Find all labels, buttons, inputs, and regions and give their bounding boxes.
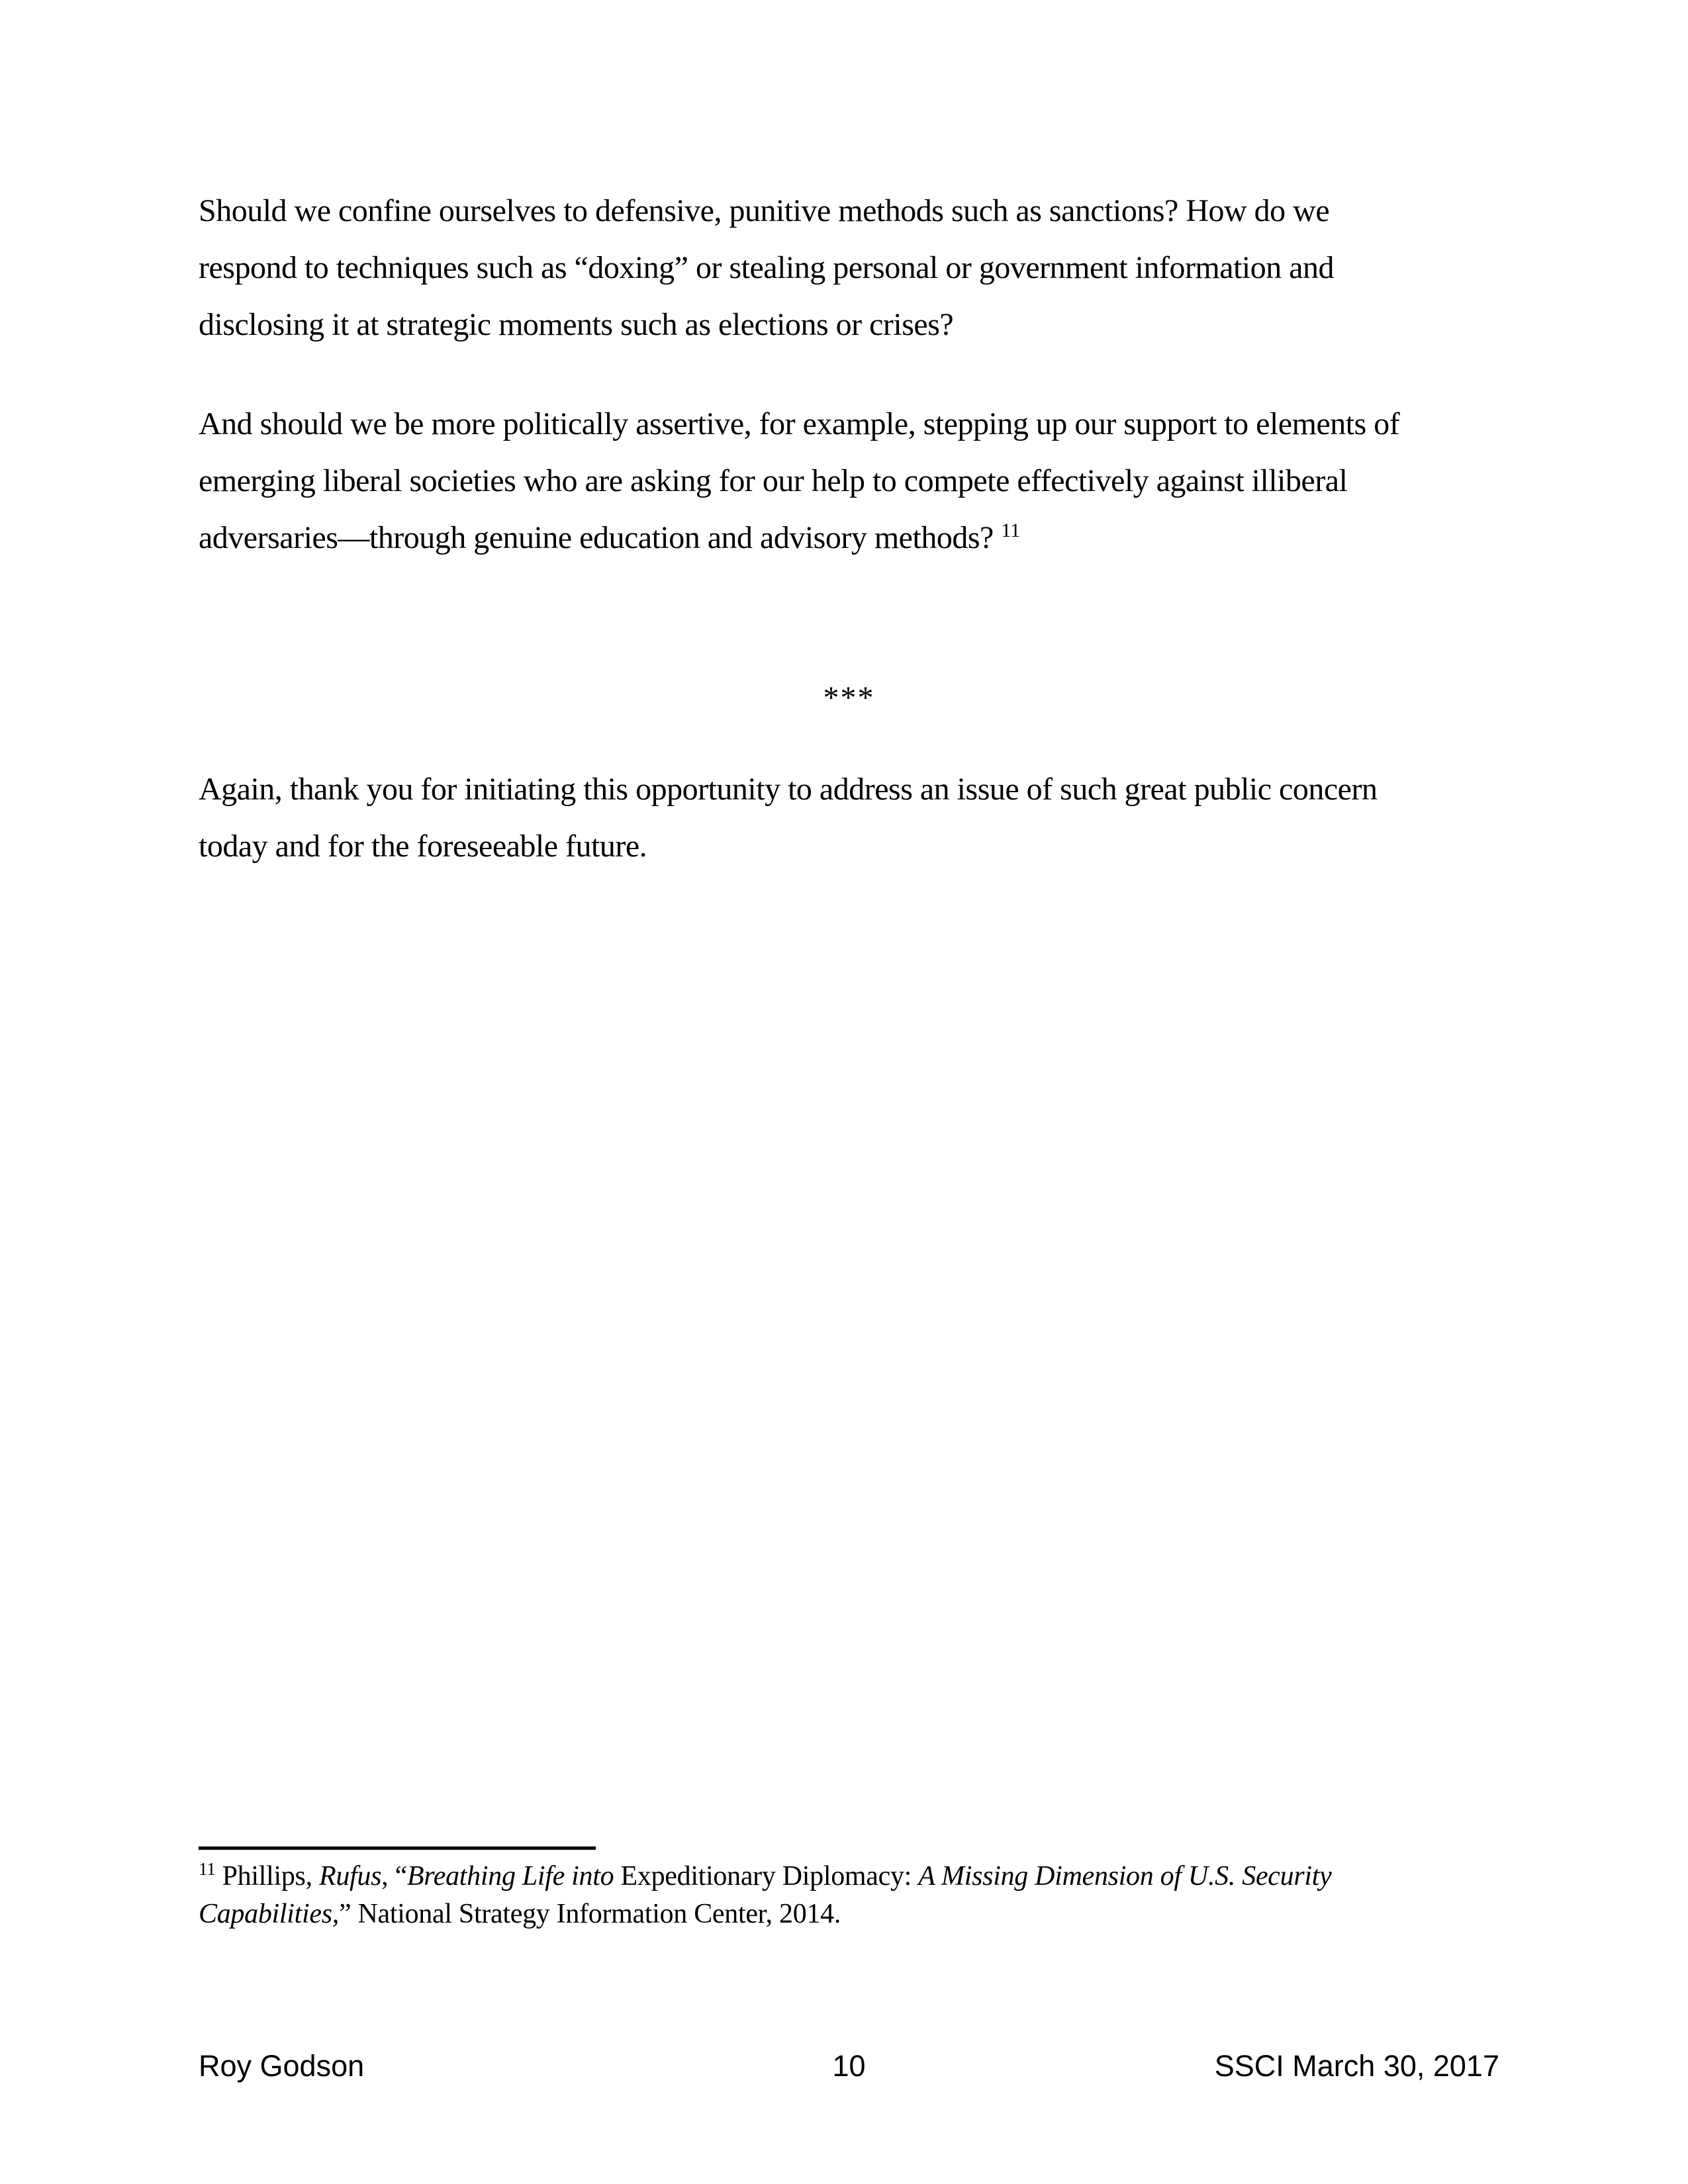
footnote-segment-italic: Breathing Life into: [406, 1861, 614, 1891]
paragraph-3: [199, 761, 1499, 875]
footnote-segment-italic: Capabilities,: [199, 1899, 339, 1929]
text-line: today and for the foreseeable future.: [199, 829, 647, 864]
footnote-line: [199, 1895, 1499, 1933]
footer-page-number: 10: [832, 2049, 866, 2083]
footer-author: Roy Godson: [199, 2049, 365, 2083]
footnote-separator-rule: [199, 1846, 596, 1850]
footnote-line: [199, 1858, 1499, 1895]
text-line: [199, 510, 1499, 567]
footnote-segment-italic: Rufus: [319, 1861, 382, 1891]
footnote-segment: Phillips,: [215, 1861, 319, 1891]
footnote-section: [199, 1846, 1499, 1933]
page-footer: [199, 2049, 1499, 2083]
text-line: respond to techniques such as “doxing” or stealing personal or government information and: [199, 250, 1335, 285]
text-line-content: adversaries—through genuine education and advisory methods?: [199, 520, 1002, 555]
footnote-segment: , “: [381, 1861, 407, 1891]
text-line: disclosing it at strategic moments such as elections or crises?: [199, 307, 954, 342]
footer-date: SSCI March 30, 2017: [1214, 2049, 1499, 2083]
footnote-reference: 11: [1001, 520, 1021, 541]
footnote-segment-italic: A Missing Dimension of U.S. Security: [918, 1861, 1332, 1891]
body-text: [199, 183, 1499, 917]
paragraph-1: [199, 183, 1499, 353]
text-line: emerging liberal societies who are asking for our help to compete effectively against illiberal: [199, 463, 1348, 498]
footnote-text: [199, 1858, 1499, 1933]
footnote-marker: 11: [199, 1859, 216, 1879]
text-line: Again, thank you for initiating this opportunity to address an issue of such great public concern: [199, 772, 1378, 807]
footnote-segment: ” National Strategy Information Center, 2014.: [338, 1899, 841, 1929]
text-line: And should we be more politically assertive, for example, stepping up our support to elements of: [199, 406, 1400, 441]
footnote-segment: Expeditionary Diplomacy:: [614, 1861, 919, 1891]
paragraph-2: [199, 396, 1499, 567]
section-separator-asterisks: ***: [823, 680, 875, 715]
text-line: Should we confine ourselves to defensive, punitive methods such as sanctions? How do we: [199, 193, 1330, 228]
